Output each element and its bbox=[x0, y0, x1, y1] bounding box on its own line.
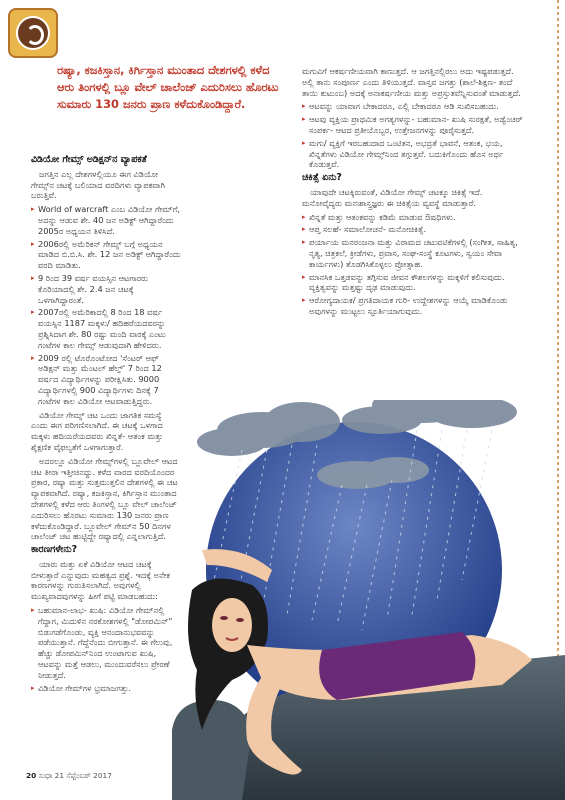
list-item: ▸ ಪರ್ಯಾಯ ಮನರಂಜನಾ ಮತ್ತು ವಿರಾಮದ ಚಟುವಟಿಕೆಗಳಲ್ಲಿ (ಸಂಗೀತ, ಸಾಹಿತ್ಯ, ನೃತ್ಯ, ಚಿತ್ರಕಲೆ, ಕ್ರೀಡೆಗಳು, ಪ್ರವಾಸ, ಸಂಘ-ಸಂಸ್ಥೆ ಕೂಟಗಳು, ಸ್ವಯಂ ಸೇವಾ ಕಾರ್ಯಗಳು) ತೊಡಗಿಸಿಕೊಳ್ಳಲು ಪ್ರೋತ್ಸಾಹ. bbox=[302, 237, 524, 269]
list-item: ▸ 2007ರಲ್ಲಿ ಅಮೆರಿಕಾದಲ್ಲಿ 8 ರಿಂದ 18 ವರ್ಷ ವಯಸ್ಸಿನ 1187 ಮಕ್ಕಳು/ ಹದಿಹರೆಯದವರನ್ನು ಪ್ರಶ್ನಿಸಿದಾಗ ಶೇ. 80 ರಷ್ಟು ಮಂದಿ ವಾರಕ್ಕೆ ಎಂಟು ಗಂಟೆಗಳ ಕಾಲ ಗೇಮ್ಸ್ ಆಡುವುದಾಗಿ ಹೇಳಿದರು. bbox=[31, 307, 181, 350]
list-item: ▸ ಆಟವು ವ್ಯಕ್ತಿಯ ಪ್ರಾಥಮಿಕ ಅಗತ್ಯಗಳನ್ನು- ಬಹುಮಾನ- ಖುಷಿ ಸುರಕ್ಷತೆ, ಅಡ್ವೆಂಚರ್ ಸಂಪರ್ಕ- ಆಟದ ಪ್ರತೀಯೊಬ್ಬರ, ಉತ್ತೇಜನಗಳನ್ನು ಪೂರೈಸುತ್ತದೆ. bbox=[302, 114, 524, 136]
couch-armrest bbox=[172, 700, 252, 800]
illustration-woman-under-rain bbox=[172, 400, 565, 800]
intro-headline: ರಷ್ಯಾ, ಕಜಕಿಸ್ತಾನ, ಕಿರ್ಗಿಸ್ತಾನ ಮುಂತಾದ ದೇಶಗಳಲ್ಲಿ ಕಳೆದ ಆರು ತಿಂಗಳಲ್ಲಿ ಬ್ಲೂ ವೇಲ್ ಚಾಲೆಂಜ್ ಎದುರಿಸಲು ಹೊರಟು ಸುಮಾರು 130 ಜನರು ಪ್ರಾಣ ಕಳೆದುಕೊಂಡಿದ್ದಾರೆ. bbox=[57, 63, 279, 111]
section-heading-causes: ಕಾರಣಗಳೇನು? bbox=[31, 544, 78, 556]
list-item: ▸ ಖಿನ್ನತೆ ಮತ್ತು ಆತಂಕವನ್ನು ಕಡಿಮೆ ಮಾಡುವ ಔಷಧಿಗಳು. bbox=[302, 212, 524, 223]
paragraph: ಯಾರು ಮತ್ತು ಏಕೆ ವಿಡಿಯೋ ಆಟದ ಚಟಕ್ಕೆ ಬೀಳುತ್ತಾರೆ ಎನ್ನುವುದು ಮಹತ್ವದ ಪ್ರಶ್ನೆ. ಇದಕ್ಕೆ ಅನೇಕ ಕಾರಣಗಳನ್ನು ಗುರುತಿಸಲಾಗಿದೆ. ಅವುಗಳಲ್ಲಿ ಮುಖ್ಯವಾದವುಗಳನ್ನು ಹೀಗೆ ಪಟ್ಟಿ ಮಾಡಬಹುದು: bbox=[31, 558, 170, 602]
causes-list bbox=[31, 605, 181, 693]
paragraph: ಯಾವುದೇ ಚಟಕ್ಕಿರುವಂತೆ, ವಿಡಿಯೋ ಗೇಮ್ಸ್ ಚಟಕ್ಕೂ ಚಿಕಿತ್ಸೆ ಇದೆ. ಮನೋವೈದ್ಯರು ಮನಃಶಾಸ್ತ್ರಜ್ಞರು ಈ ಚಿಕಿತ್ಸೆಯ ವ್ಯವಸ್ಥೆ ಮಾಡುತ್ತಾರೆ. bbox=[302, 186, 483, 208]
list-item: ▸ ಆಟವನ್ನು ಯಾವಾಗ ಬೇಕಾದರೂ, ಎಲ್ಲಿ ಬೇಕಾದರೂ ಆಡಿ ಸುಖಿಸಬಹುದು. bbox=[302, 101, 524, 112]
paragraph: ಜಗತ್ತಿನ ಎಲ್ಲ ದೇಶಗಳಲ್ಲಿಯೂ ಈಗ ವಿಡಿಯೋ ಗೇಮ್ಸ್‌ನ ಚಟಕ್ಕೆ ಬಲಿಯಾದ ವರದಿಗಳು ವ್ಯಾಪಕವಾಗಿ ಬರುತ್ತಿವೆ. bbox=[31, 168, 165, 201]
right-column bbox=[302, 66, 524, 320]
list-item: ▸ ಆರೋಗ್ಯದಾಯಕ/ ಪ್ರಗತಿದಾಯಕ ಗುರಿ- ಉದ್ದೇಶಗಳನ್ನು ಆಯ್ಕೆ ಮಾಡಿಕೊಂಡು ಅವುಗಳನ್ನು ಮುಟ್ಟಲು ಸ್ಫೂರ್ತಿಯಾಗುವುದು. bbox=[302, 295, 524, 317]
list-item: ▸ 2006ರಲ್ಲಿ ಅಮೆರಿಕನ್ ಗೇಮ್ಸ್ ಬಗ್ಗೆ ಅಧ್ಯಯನ ಮಾಡಿದ ಬಿ.ಬಿ.ಸಿ. ಶೇ. 12 ಜನ ಅಡಿಕ್ಟ್ ಆಗಿದ್ದಾರೆಂದು ವರದಿ ಮಾಡಿತು. bbox=[31, 239, 181, 271]
causes-list-continued bbox=[302, 101, 524, 170]
stats-list bbox=[31, 204, 181, 406]
magazine-logo bbox=[8, 8, 58, 58]
section-heading-treatment: ಚಿಕಿತ್ಸೆ ಏನು? bbox=[302, 172, 342, 184]
section-heading-addiction: ವಿಡಿಯೋ ಗೇಮ್ಸ್ ಅಡಿಕ್ಷನ್‌ನ ವ್ಯಾಪಕತೆ bbox=[31, 154, 147, 165]
paragraph: ಅದರಲ್ಲೂ ವಿಡಿಯೋ ಗೇಮ್ಸ್‌ಗಳಲ್ಲಿ ಬ್ಲೂವೇಲ್ ಆಟದ ಚಟ ತೀರಾ ಇತ್ತೀಚಿನದ್ದು. ಕಳೆದ ವಾರದ ವರದಿಯೊಂದರ ಪ್ರಕಾರ, ರಷ್ಯಾ ಮತ್ತು ಸುತ್ತಮುತ್ತಲಿನ ದೇಶಗಳಲ್ಲಿ ಈ ಚಟ ವ್ಯಾಪಕವಾಗಿದೆ. ರಷ್ಯಾ, ಕಜಕಿಸ್ತಾನ, ಕಿರ್ಗಿಸ್ತಾನ ಮುಂತಾದ ದೇಶಗಳಲ್ಲಿ ಕಳೆದ ಆರು ತಿಂಗಳಲ್ಲಿ ಬ್ಲೂ ವೇಲ್ ಚಾಲೆಂಜ್ ಎದುರಿಸಲು ಹೊರಟು ಸುಮಾರು 130 ಜನರು ಪ್ರಾಣ ಕಳೆದುಕೊಂಡಿದ್ದಾರೆ. ಬ್ಲೂವೇಲ್ ಗೇಮ್‌ನ 50 ದಿನಗಳ ಚಾಲೆಂಜ್ ಚಟ ಹುಟ್ಟಿದ್ದೇ ರಷ್ಯಾದಲ್ಲಿ ಎನ್ನಲಾಗುತ್ತಿದೆ. bbox=[31, 455, 178, 542]
paragraph: ಮಗುವಿಗೆ ಆಕರ್ಷಣೀಯವಾಗಿ ಕಾಣುತ್ತದೆ. ಆ ಜಗತ್ತಿನಲ್ಲಿರಲು ಅದು ಇಷ್ಟಪಡುತ್ತದೆ. ಅಲ್ಲಿ ತಾನು ಸಂಪೂರ್ಣ ಎಂದು ತಿಳಿಯುತ್ತದೆ. ವಾಸ್ತವ ಜಗತ್ತು (ಶಾಲೆ-ಶಿಕ್ಷಣ- ತಂದೆ ತಾಯಿ ಕುಟುಂಬ) ಅದಕ್ಕೆ ಅನಾಕರ್ಷಣೀಯ ಮತ್ತು ಅಪ್ರಸ್ತುತವೆನ್ನಿಸುವಂತೆ ಮಾಡುತ್ತದೆ. bbox=[302, 66, 521, 98]
list-item: ▸ World of warcraft ಎಂಬ ವಿಡಿಯೋ ಗೇಮ್‌ಗೆ, ಅದನ್ನು ಆಡುವ ಶೇ. 40 ಜನ ಅಡಿಕ್ಟ್ ಆಗಿದ್ದಾರೆಂದು 2005ರ ಅಧ್ಯಯನ ತಿಳಿಸಿದೆ. bbox=[31, 204, 181, 236]
list-item: ▸ ಮಗು/ ವ್ಯಕ್ತಿಗೆ ಇರಬಹುದಾದ ಒಂಟಿತನ, ಅಭದ್ರತೆ ಭಾವನೆ, ಆತಂಕ, ಭಯ, ಖಿನ್ನತೆಗಳು ವಿಡಿಯೋ ಗೇಮ್ಸ್‌ನಿಂದ ತಗ್ಗುತ್ತವೆ. ಬದುಕಿಗೊಂದು ಹೊಸ ಅರ್ಥ ಕೊಡುತ್ತವೆ. bbox=[302, 138, 524, 170]
page-number: 20 bbox=[26, 771, 37, 780]
list-item: ▸ 9 ರಿಂದ 39 ವರ್ಷ ವಯಸ್ಸಿನ ಆಟಗಾರರು ಕೊರಿಯಾದಲ್ಲಿ ಶೇ. 2.4 ಜನ ಚಟಕ್ಕೆ ಒಳಗಾಗಿದ್ದಾರಂತೆ. bbox=[31, 273, 181, 305]
treatment-list bbox=[302, 212, 524, 317]
list-item: ▸ ಆಪ್ತ ಸಲಹೆ- ಸಮಾಲೋಚನೆ- ಮನೋಚಿಕಿತ್ಸೆ. bbox=[302, 224, 524, 235]
list-item: ▸ ಮಾನಸಿಕ ಒತ್ತಡವನ್ನು ತಗ್ಗಿಸುವ ಜೀವನ ಕೌಶಲಗಳನ್ನು ಮಕ್ಕಳಿಗೆ ಕಲಿಸುವುದು. ವ್ಯಕ್ತಿತ್ವವನ್ನು ಮತ್ತಷ್ಟು ದೃಢ ಮಾಡುವುದು. bbox=[302, 272, 524, 294]
list-item: ▸ 2009 ರಲ್ಲಿ ಟೊರೊಂಟೋದ 'ಸೆಂಟರ್ ಆಫ್ ಅಡಿಕ್ಷನ್ ಮತ್ತು ಮೆಂಟಲ್ ಹೆಲ್ತ್' 7 ರಿಂದ 12 ವರ್ಷದ ವಿದ್ಯಾರ್ಥಿಗಳನ್ನು ಪರೀಕ್ಷಿಸಿತು. 9000 ವಿದ್ಯಾರ್ಥಿಗಳಲ್ಲಿ 900 ವಿದ್ಯಾರ್ಥಿಗಳು ದಿನಕ್ಕೆ 7 ಗಂಟೆಗಳ ಕಾಲ ವಿಡಿಯೋ ಆಟವಾಡುತ್ತಿದ್ದರು. bbox=[31, 353, 181, 407]
logo-emblem-icon bbox=[16, 16, 50, 50]
page-footer bbox=[26, 771, 112, 781]
paragraph: ವಿಡಿಯೋ ಗೇಮ್ಸ್ ಚಟ ಒಂದು ಜಾಗತಿಕ ಸಮಸ್ಯೆ ಎಂದು ಈಗ ಪರಿಗಣಿಸಲಾಗಿದೆ. ಈ ಚಟಕ್ಕೆ ಒಳಗಾದ ಮಕ್ಕಳು ಹದಿಯರೆಯದವರು ಖಿನ್ನತೆ- ಆತಂಕ ಮತ್ತು ಶೈಕ್ಷಣಿಕ ವೈಫಲ್ಯತೆಗೆ ಒಳಗಾಗುತ್ತಾರೆ. bbox=[31, 409, 163, 452]
list-item: ▸ ವಿಡಿಯೋ ಗೇಮ್‌ಗಳ ಭ್ರಮಾಜಗತ್ತು. bbox=[31, 683, 181, 694]
list-item: ▸ ಬಹುಮಾನ-ಲಾಭ- ಖುಷಿ: ವಿಡಿಯೋ ಗೇಮ್‌ನಲ್ಲಿ ಗೆದ್ದಾಗ, ಮಿದುಳಿನ ನರಕೋಶಗಳಲ್ಲಿ "ಡೋಪಮಿನ್" ಬಿಡುಗಡೆಗೊಂಡು, ವ್ಯಕ್ತಿ ಆನಂದಾನುಭವವನ್ನು ಪಡೆಯುತ್ತಾನೆ. ಗೆದ್ದೆನೆಂದು ಬೀಗುತ್ತಾನೆ. ಈ ಗೆಲುವು, ಹೆಚ್ಚು ಡೋಪಮಿನ್‌ನಿಂದ ಉಂಟಾಗುವ ಖುಷಿ, ಆಟವನ್ನು ಮತ್ತೆ ಆಡಲು, ಮುಂದುವರೆಸಲು ಪ್ರೇರಣೆ ನೀಡುತ್ತದೆ. bbox=[31, 605, 181, 681]
left-column bbox=[31, 153, 181, 696]
footer-issue: ಸುಧಾ 21 ಸೆಪ್ಟೆಂಬರ್ 2017 bbox=[38, 771, 112, 780]
